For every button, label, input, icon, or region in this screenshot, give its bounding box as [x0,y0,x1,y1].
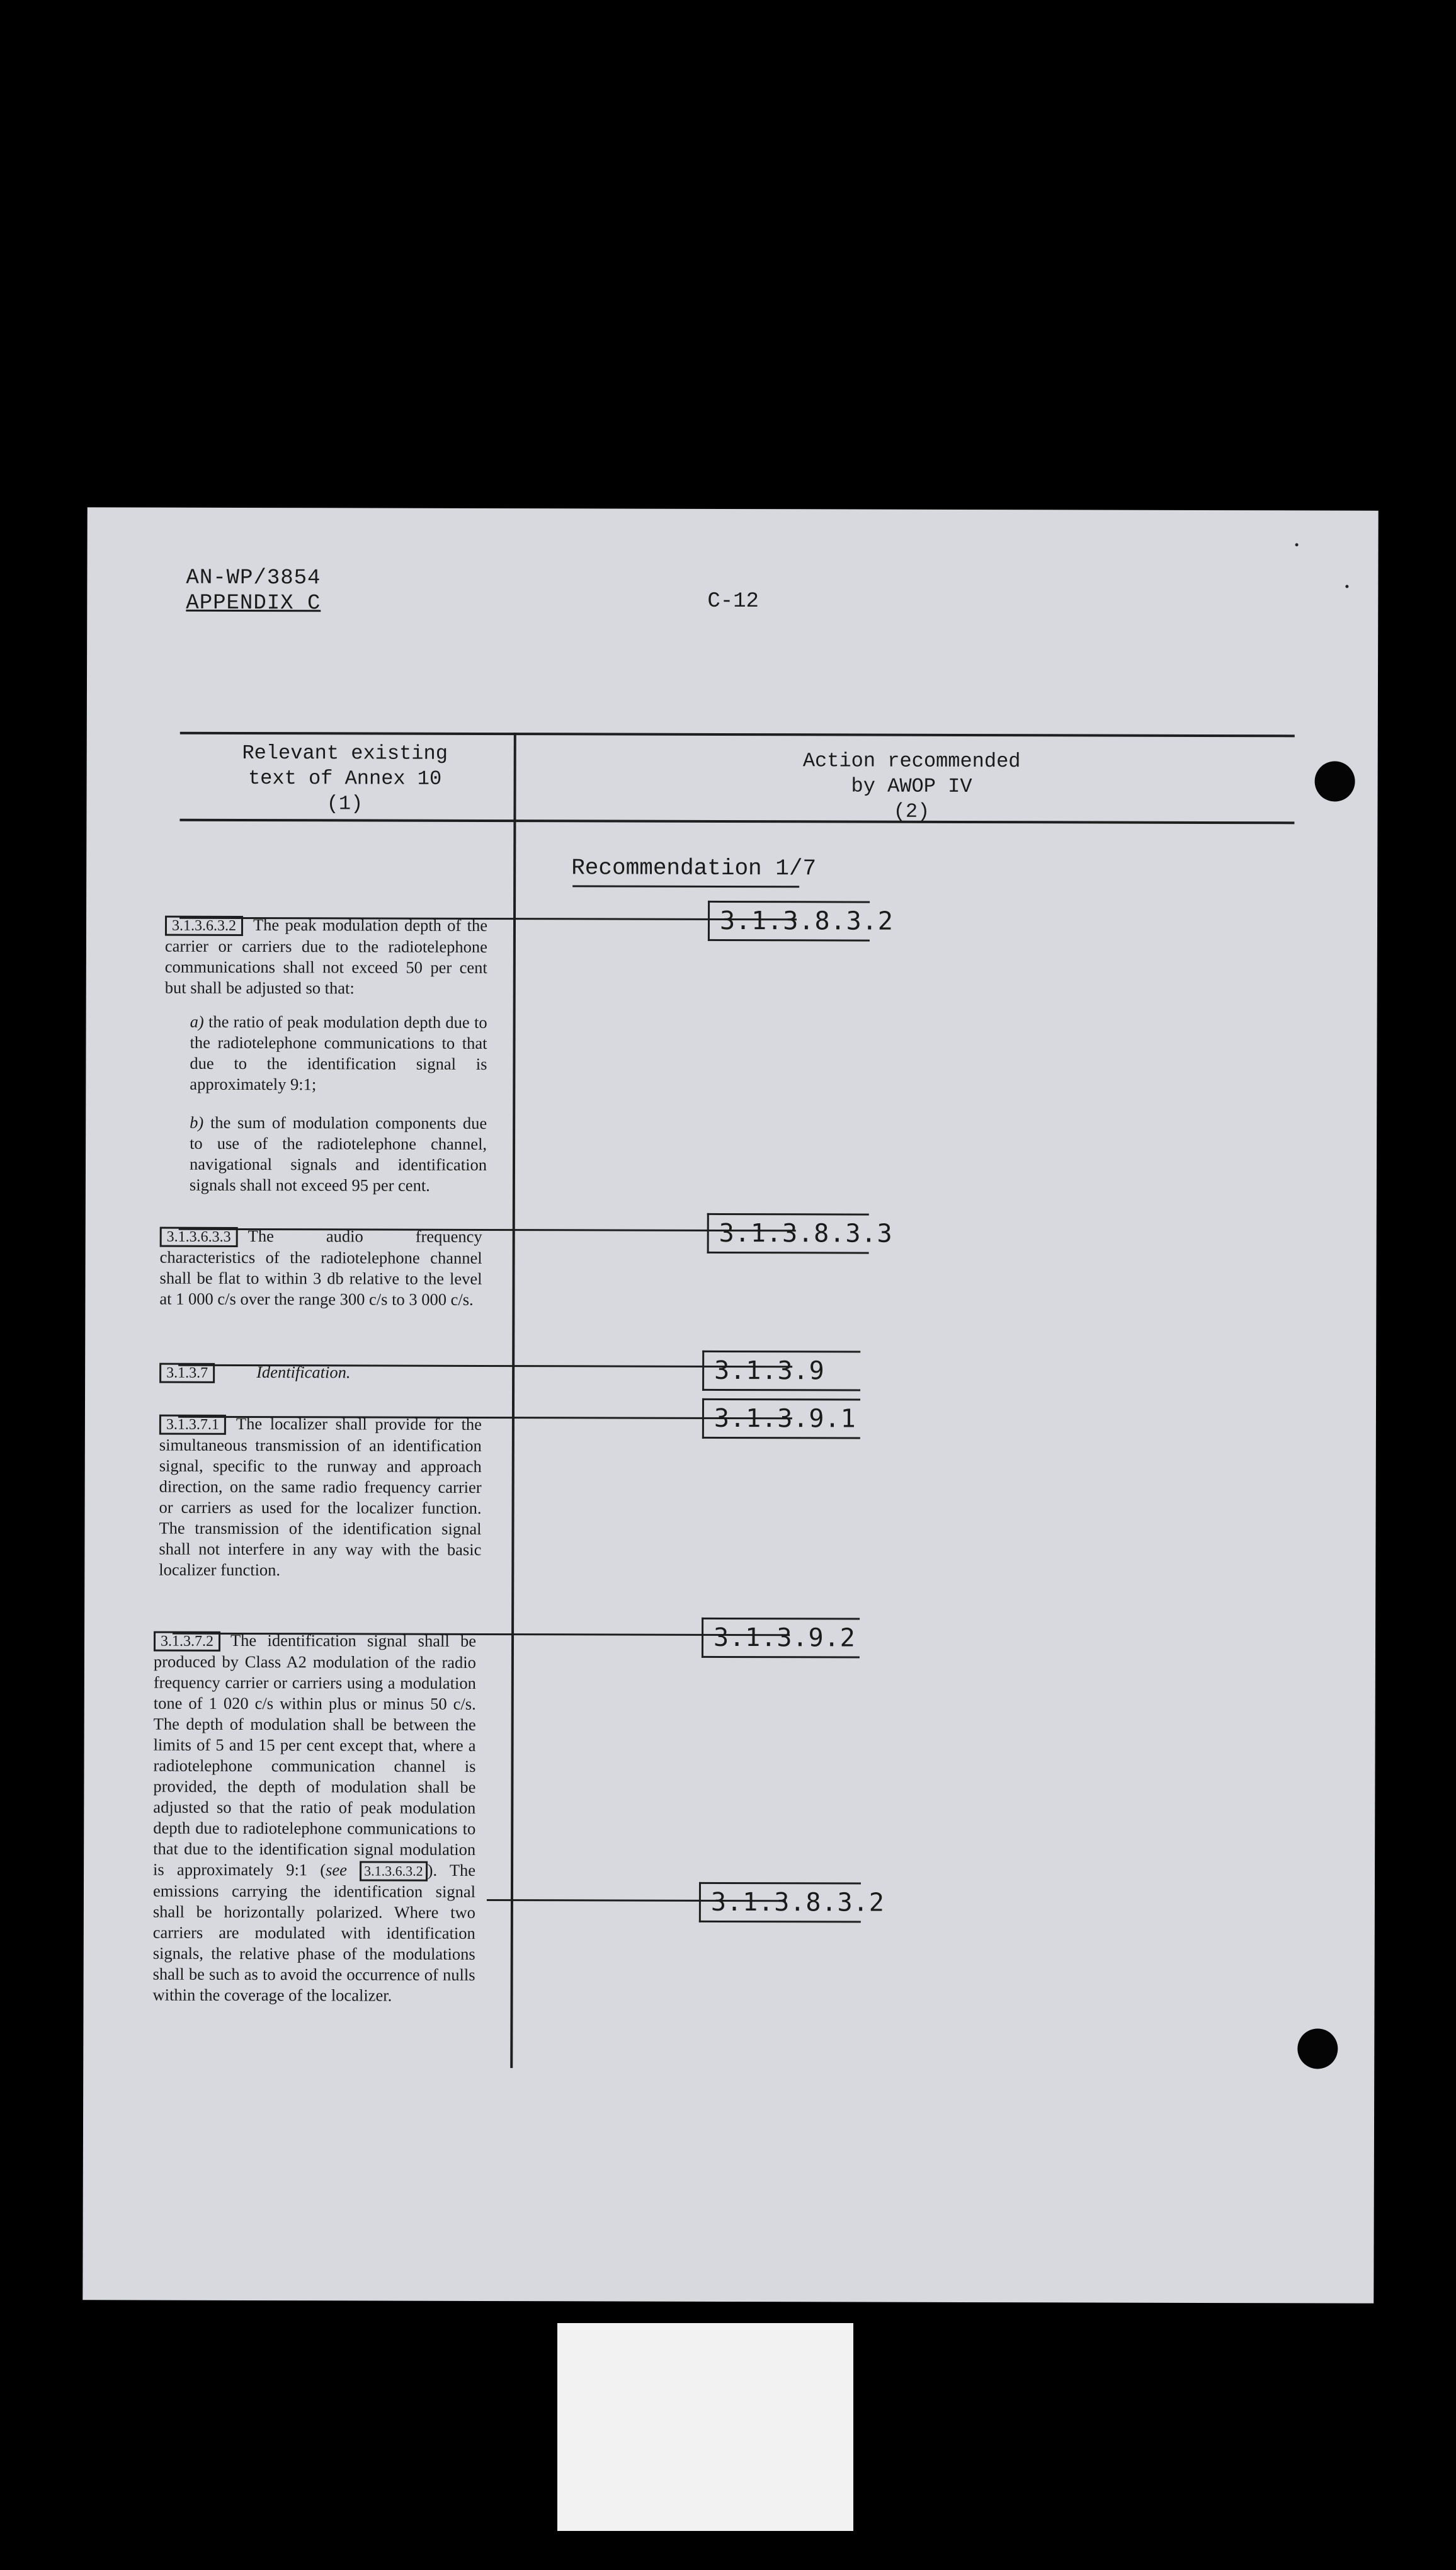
list-item-label: a) [190,1012,204,1031]
action-ref-box: 3.1.3.8.3.2 [699,1882,861,1923]
paragraph-text: ). The emissions carrying the identification signal shall be horizontally polarized. Where two carriers are modulated with identification signals, the relative phase of the modulations shall be such as to avoid the occurrence of nulls within the coverage of the localizer. [152,1860,476,2005]
right-header-line: (2) [893,799,930,823]
paragraph-ref: 3.1.3.7.2 [154,1631,220,1652]
annex-paragraph [165,915,487,999]
action-ref-box: 3.1.3.9.1 [702,1398,860,1439]
annex-paragraph [159,1226,482,1310]
document-reference [186,566,321,617]
doc-ref-number: AN-WP/3854 [186,566,321,591]
appendix-label: APPENDIX C [186,591,321,616]
action-ref-box: 3.1.3.8.3.2 [708,901,870,942]
left-header-line: (1) [326,792,363,816]
right-column-header [748,748,1075,825]
table-top-rule [180,732,1295,738]
speck [1345,585,1348,588]
list-item-label: b) [190,1112,204,1132]
punch-hole [1315,761,1355,801]
paragraph-ref: 3.1.3.7 [159,1363,215,1383]
action-ref-box: 3.1.3.9.2 [702,1618,860,1659]
paper-slip [557,2323,853,2531]
punch-hole [1297,2028,1338,2069]
left-header-line: text of Annex 10 [247,766,442,791]
paragraph-text: The identification signal shall be produced by Class A2 modulation of the radio frequency carrier or carriers using a modulation tone of 1 020 c/s within plus or minus 50 c/s. The depth of modulation shall be between the limits of 5 and 15 per cent except that, where a radiotelephone communication channel is provided, the depth of modulation shall be adjusted so that the ratio of peak modulation depth due to radiotelephone communications to that due to the identification signal modulation is approximately 9:1 ( [153,1630,477,1880]
page-number: C-12 [707,589,759,614]
paragraph-ref: 3.1.3.7.1 [159,1415,226,1435]
action-ref-box: 3.1.3.9 [702,1351,860,1391]
paragraph-ref: 3.1.3.6.3.2 [165,916,243,936]
left-header-line: Relevant existing [242,741,448,765]
annex-paragraph [159,1414,482,1581]
list-item [164,1112,487,1196]
paragraph-text: Identification. [256,1362,351,1382]
annex-paragraph [159,1362,482,1384]
paragraph-text: The peak modulation depth of the carrier or carriers due to the radiotelephone communications shall not exceed 50 per cent but shall be adjusted so that: [164,915,488,998]
annex-paragraph [153,1630,477,2006]
left-column-header [219,741,470,817]
list-item [164,1012,487,1095]
right-header-line: by AWOP IV [851,774,972,799]
recommendation-underline [572,885,799,888]
speck [1295,543,1299,546]
paragraph-ref: 3.1.3.6.3.3 [160,1227,238,1247]
list-item-text: the sum of modulation components due to use of the radiotelephone channel, navigational signals and identification signals shall not exceed 95 per cent. [189,1112,487,1195]
list-item-text: the ratio of peak modulation depth due to the radiotelephone communications to that due to the identification signal is approximately 9:1; [190,1012,487,1094]
document-page [82,507,1378,2303]
column-divider [510,733,516,2068]
see-word: see [326,1860,348,1880]
right-header-line: Action recommended [802,749,1021,774]
table-header-rule [179,819,1294,825]
action-ref-box: 3.1.3.8.3.3 [707,1213,869,1254]
inline-ref: 3.1.3.6.3.2 [360,1861,428,1881]
paragraph-text: The localizer shall provide for the simultaneous transmission of an identification signal, specific to the runway and approach direction, on the same radio frequency carrier or carriers as used for the localizer function. The transmission of the identification signal shall not interfere in any way with the basic localizer function. [159,1414,482,1580]
paragraph-text: The audio frequency characteristics of the radiotelephone channel shall be flat to within 3 db relative to the level at 1 000 c/s over the range 300 c/s to 3 000 c/s. [159,1226,482,1309]
recommendation-title: Recommendation 1/7 [571,855,817,882]
